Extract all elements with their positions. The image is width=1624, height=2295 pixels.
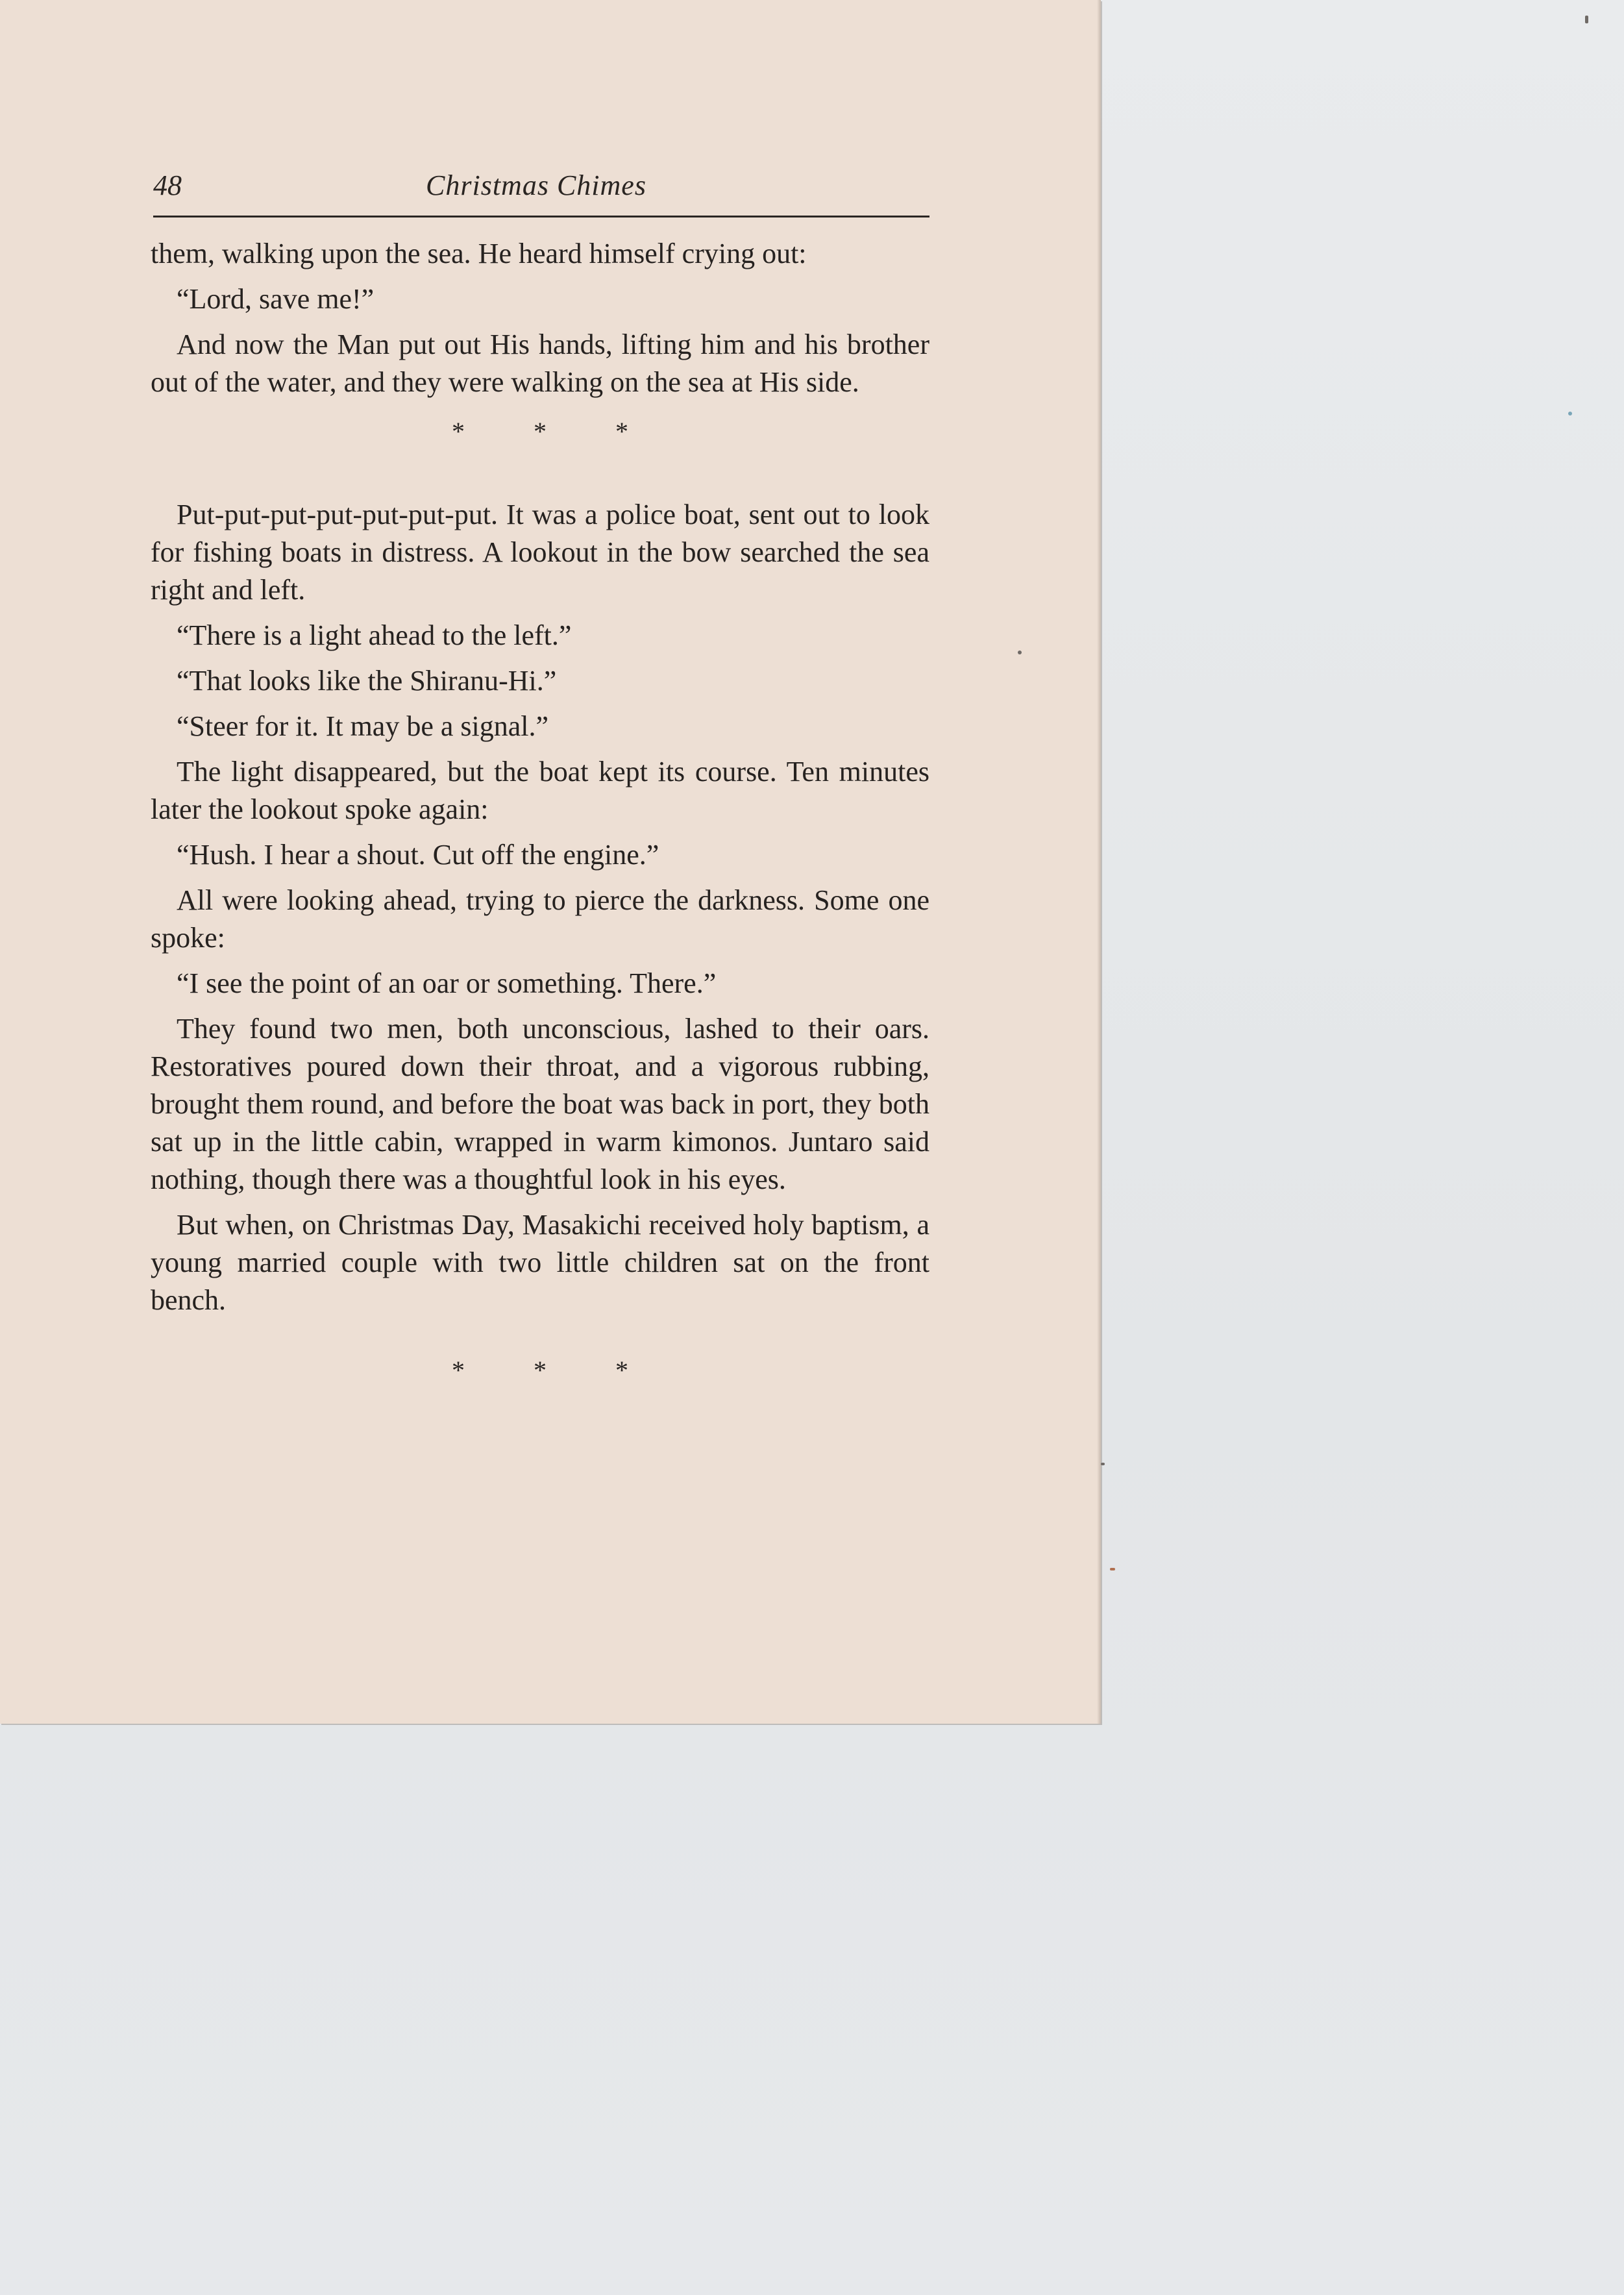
paragraph: Put-put-put-put-put-put-put. It was a police boat, sent out to look for fishing boats in distress. A lookout in the bow searched the sea right and left. [151, 499, 929, 606]
dialogue-line: “Steer for it. It may be a signal.” [177, 710, 549, 742]
running-header [153, 164, 929, 217]
scan-speck [1018, 651, 1022, 654]
dialogue-line: “I see the point of an oar or something. There.” [177, 967, 717, 999]
page-number: 48 [153, 169, 182, 201]
section-break: * * * [452, 417, 659, 446]
paragraph-continued: them, walking upon the sea. He heard himself crying out: [151, 238, 807, 269]
dialogue-line: “Hush. I hear a shout. Cut off the engine.” [177, 839, 659, 871]
dialogue-line: “That looks like the Shiranu-Hi.” [177, 665, 557, 697]
dialogue-line: “There is a light ahead to the left.” [177, 619, 572, 651]
paragraph: They found two men, both unconscious, lashed to their oars. Restoratives poured down their throat, and a vigorous rubbing, brought them round, and before the boat was back in port, they both sat up in the little cabin, wrapped in warm kimonos. Juntaro said nothing, though there was a thoughtful look in his eyes. [151, 1013, 929, 1195]
scan-speck [1101, 1463, 1105, 1465]
paragraph: But when, on Christmas Day, Masakichi received holy baptism, a young married couple with two little children sat on the front bench. [151, 1209, 929, 1316]
scan-speck [1568, 412, 1572, 416]
dialogue-line: “Lord, save me!” [177, 283, 375, 315]
book-title: Christmas Chimes [426, 169, 646, 201]
page-text [151, 235, 929, 1435]
scan-speck [1110, 1568, 1115, 1570]
section-break-end: * * * [452, 1356, 659, 1385]
paragraph: All were looking ahead, trying to pierce the darkness. Some one spoke: [151, 884, 929, 954]
scan-speck [1585, 16, 1588, 23]
paragraph: The light disappeared, but the boat kept its course. Ten minutes later the lookout spoke again: [151, 756, 929, 825]
paragraph: And now the Man put out His hands, lifting him and his brother out of the water, and they were walking on the sea at His side. [151, 329, 929, 398]
